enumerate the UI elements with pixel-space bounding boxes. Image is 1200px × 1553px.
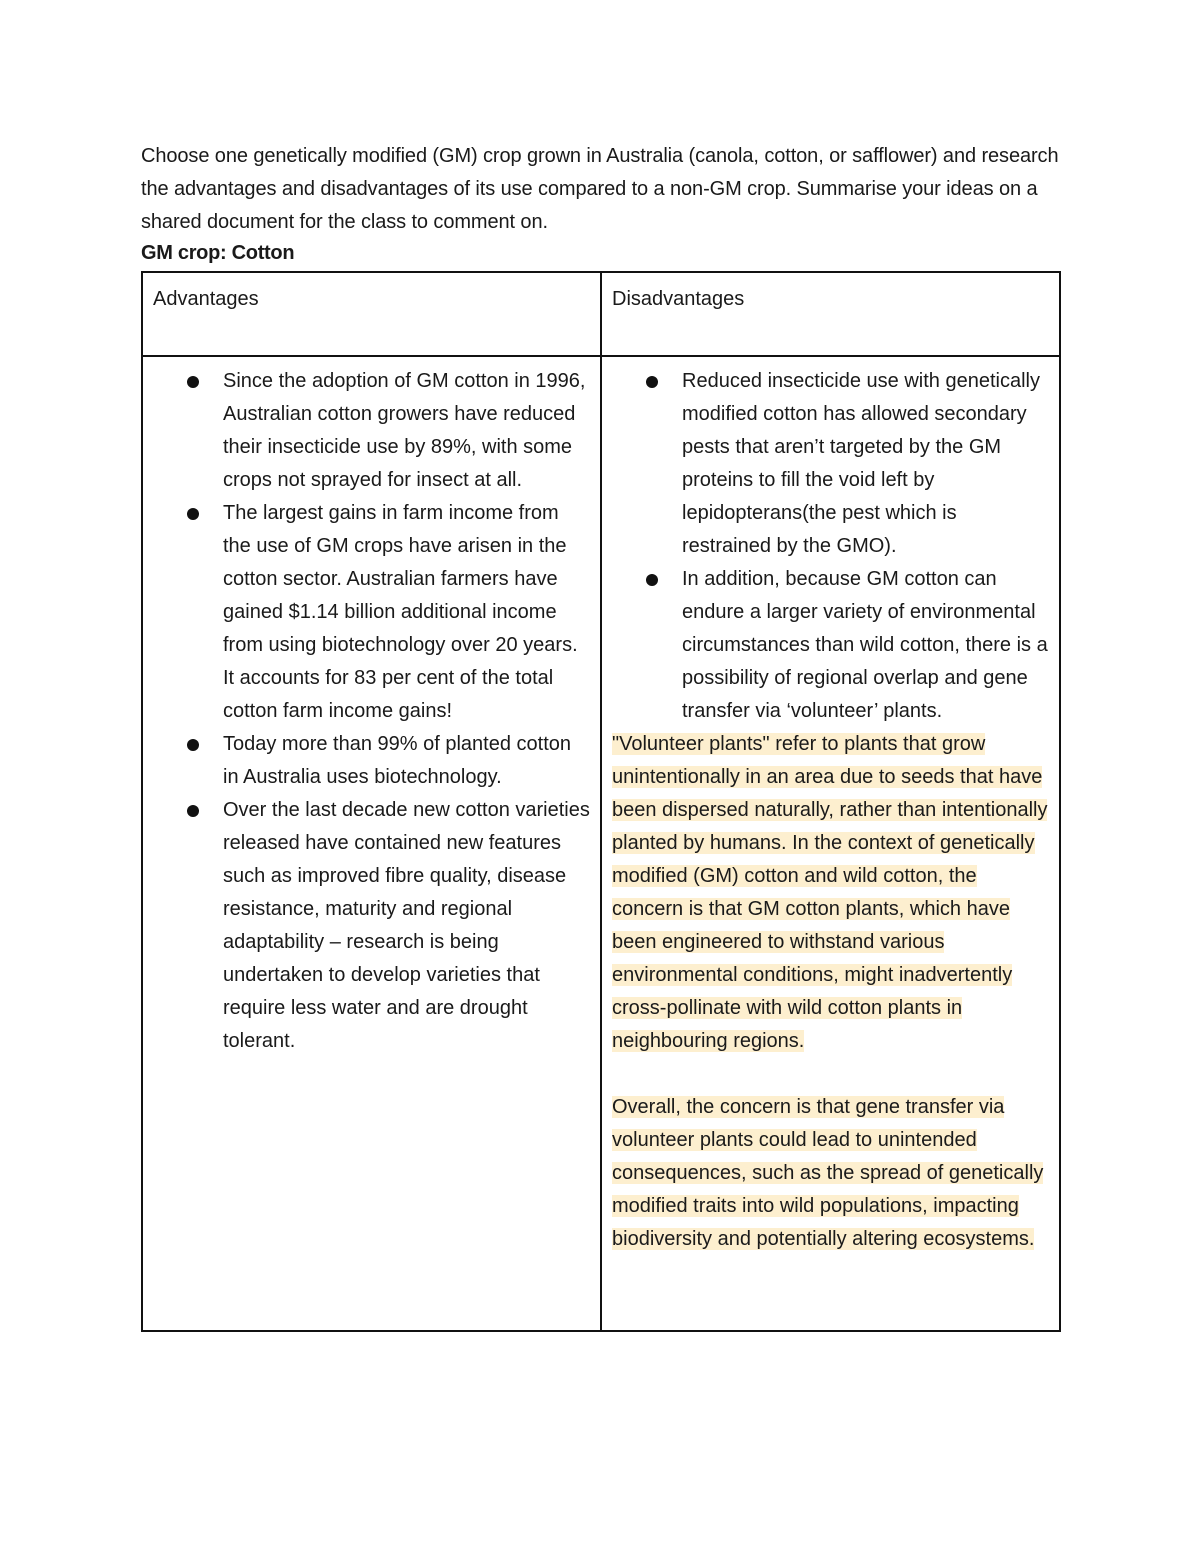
list-item [223, 728, 590, 794]
list-item [682, 563, 1049, 728]
advantage-text: Since the adoption of GM cotton in 1996, Australian cotton growers have reduced their insecticide use by 89%, with some crops not sprayed for insect at all. [223, 370, 586, 491]
paragraph-spacer [612, 1058, 1049, 1091]
disadvantages-cell [601, 356, 1060, 1331]
bullet-icon [187, 508, 199, 520]
bullet-icon [187, 376, 199, 388]
disadvantage-text: Reduced insecticide use with genetically modified cotton has allowed secondary pests that aren’t targeted by the GM proteins to fill the void left by lepidopterans(the pest which is restrained by the GMO). [682, 370, 1040, 557]
advantages-cell [142, 356, 601, 1331]
bullet-icon [646, 376, 658, 388]
bullet-icon [646, 574, 658, 586]
highlight-text: "Volunteer plants" refer to plants that grow unintentionally in an area due to seeds that have been dispersed naturally, rather than intentionally planted by humans. In the context of genetically modified (GM) cotton and wild cotton, the concern is that GM cotton plants, which have been engineered to withstand various environmental conditions, might inadvertently cross-pollinate with wild cotton plants in neighbouring regions. [612, 733, 1048, 1052]
comparison-table [141, 271, 1061, 1332]
advantages-header: Advantages [142, 272, 601, 356]
task-instructions: Choose one genetically modified (GM) crop grown in Australia (canola, cotton, or safflower) and research the advantages and disadvantages of its use compared to a non-GM crop. Summarise your ideas on a shared document for the class to comment on. [141, 145, 1059, 233]
disadvantages-list [612, 365, 1049, 728]
document-page [141, 140, 1066, 1332]
highlight-text: Overall, the concern is that gene transfer via volunteer plants could lead to unintended consequences, such as the spread of genetically modified traits into wild populations, impacting biodiversity and potentially altering ecosystems. [612, 1096, 1044, 1250]
advantage-text: The largest gains in farm income from the use of GM crops have arisen in the cotton sector. Australian farmers have gained $1.14 billion additional income from using biotechnology over 20 years. It accounts for 83 per cent of the total cotton farm income gains! [223, 502, 578, 722]
list-item [223, 497, 590, 728]
bullet-icon [187, 805, 199, 817]
disadvantages-header: Disadvantages [601, 272, 1060, 356]
disadvantage-text: In addition, because GM cotton can endure a larger variety of environmental circumstances than wild cotton, there is a possibility of regional overlap and gene transfer via ‘volunteer’ plants. [682, 568, 1048, 722]
table-body-row [142, 356, 1060, 1331]
list-item [682, 365, 1049, 563]
list-item [223, 365, 590, 497]
bullet-icon [187, 739, 199, 751]
advantage-text: Over the last decade new cotton varieties released have contained new features such as improved fibre quality, disease resistance, maturity and regional adaptability – research is being undertaken to develop varieties that require less water and are drought tolerant. [223, 799, 590, 1052]
advantages-list [153, 365, 590, 1058]
highlighted-paragraph [612, 728, 1049, 1058]
list-item [223, 794, 590, 1058]
advantage-text: Today more than 99% of planted cotton in Australia uses biotechnology. [223, 733, 572, 788]
highlighted-paragraph [612, 1091, 1049, 1256]
table-header-row [142, 272, 1060, 356]
crop-heading: GM crop: Cotton [141, 242, 295, 264]
